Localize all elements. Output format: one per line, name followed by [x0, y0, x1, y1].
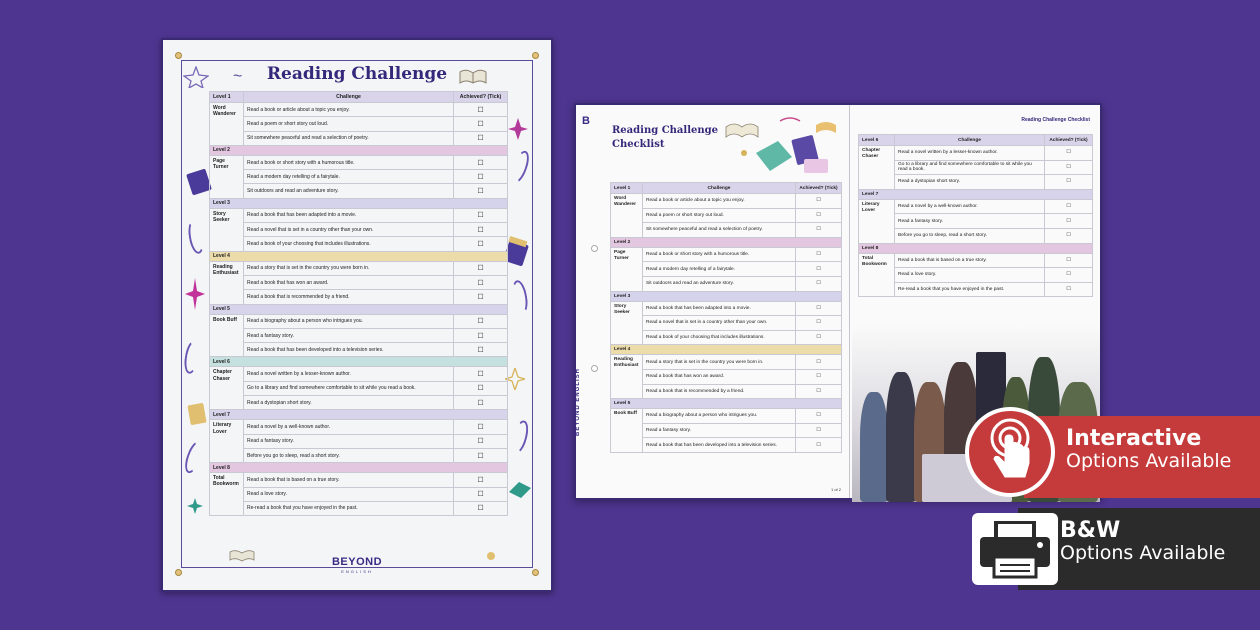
challenge-text: Read a book or short story with a humorous title.: [244, 155, 454, 169]
page-header: Reading Challenge Checklist: [1021, 117, 1090, 123]
level-name: Book Buff: [611, 409, 643, 453]
achieved-checkbox[interactable]: ☐: [454, 501, 508, 515]
achieved-checkbox[interactable]: ☐: [454, 237, 508, 251]
challenge-text: Read a book or short story with a humorous title.: [643, 247, 796, 262]
challenge-row: [210, 155, 508, 169]
vertical-brand: BEYOND ENGLISH: [575, 367, 581, 436]
page-number: 1 of 2: [830, 487, 841, 492]
achieved-checkbox[interactable]: ☐: [454, 275, 508, 289]
challenge-row: [611, 301, 842, 316]
challenge-row: [611, 438, 842, 453]
checklist-sheet-preview: [161, 38, 553, 592]
booklet-title-line1: Reading Challenge: [612, 125, 718, 136]
challenge-text: Read a novel that is set in a country other than your own.: [643, 316, 796, 331]
challenge-row: [859, 214, 1093, 229]
challenge-text: Read a book that has won an award.: [643, 369, 796, 384]
challenge-row: [210, 237, 508, 251]
challenge-text: Read a love story.: [244, 487, 454, 501]
challenge-row: [611, 194, 842, 209]
achieved-checkbox[interactable]: ☐: [796, 409, 842, 424]
achieved-checkbox[interactable]: ☐: [796, 208, 842, 223]
achieved-checkbox[interactable]: ☐: [1045, 214, 1093, 229]
level-band-row: [210, 198, 508, 208]
header-level: Level 6: [859, 135, 895, 146]
achieved-checkbox[interactable]: ☐: [796, 262, 842, 277]
achieved-checkbox[interactable]: ☐: [1045, 146, 1093, 161]
level-band-row: [210, 357, 508, 367]
challenge-row: [210, 170, 508, 184]
achieved-checkbox[interactable]: ☐: [796, 316, 842, 331]
challenge-row: [210, 103, 508, 117]
achieved-checkbox[interactable]: ☐: [454, 223, 508, 237]
challenge-row: [210, 501, 508, 515]
achieved-checkbox[interactable]: ☐: [796, 355, 842, 370]
level-name: Story Seeker: [210, 208, 244, 251]
challenge-row: [859, 268, 1093, 283]
achieved-checkbox[interactable]: ☐: [1045, 175, 1093, 190]
table-header-row: [210, 92, 508, 103]
challenge-row: [611, 247, 842, 262]
level-band-label: Level 2: [611, 237, 842, 247]
booklet-page-left: [576, 105, 850, 498]
challenge-row: [210, 131, 508, 145]
swirl-icon: ~: [233, 68, 243, 85]
level-band-row: [611, 237, 842, 247]
book-icon: [187, 400, 209, 428]
challenge-row: [210, 420, 508, 434]
level-band-label: Level 3: [210, 198, 508, 208]
brand-b-icon: B: [582, 115, 590, 127]
challenge-row: [611, 276, 842, 291]
achieved-checkbox[interactable]: ☐: [1045, 282, 1093, 297]
challenge-row: [210, 396, 508, 410]
challenge-row: [611, 330, 842, 345]
challenge-text: Read a novel written by a lesser-known author.: [244, 367, 454, 381]
challenge-text: Read a biography about a person who intrigues you.: [643, 409, 796, 424]
achieved-checkbox[interactable]: ☐: [1045, 268, 1093, 283]
printer-icon: [972, 513, 1058, 585]
sparkle-icon: [505, 368, 525, 390]
achieved-checkbox[interactable]: ☐: [454, 396, 508, 410]
level-band-label: Level 5: [210, 304, 508, 314]
challenge-row: [859, 175, 1093, 190]
challenge-row: [611, 409, 842, 424]
challenge-text: Re-read a book that you have enjoyed in the past.: [895, 282, 1045, 297]
badge-title: Interactive: [1066, 426, 1202, 451]
achieved-checkbox[interactable]: ☐: [796, 194, 842, 209]
challenge-row: [210, 487, 508, 501]
challenge-row: [210, 314, 508, 328]
challenge-text: Read a book that is recommended by a friend.: [643, 384, 796, 399]
challenge-row: [210, 367, 508, 381]
achieved-checkbox[interactable]: ☐: [796, 330, 842, 345]
achieved-checkbox[interactable]: ☐: [454, 170, 508, 184]
challenge-row: [210, 448, 508, 462]
level-name: Total Bookworm: [859, 253, 895, 297]
challenge-text: Read a book that has been developed into a television series.: [643, 438, 796, 453]
achieved-checkbox[interactable]: ☐: [454, 434, 508, 448]
level-name: Chapter Chaser: [210, 367, 244, 410]
achieved-checkbox[interactable]: ☐: [454, 343, 508, 357]
punch-hole: [591, 245, 598, 252]
level-band-label: Level 3: [611, 291, 842, 301]
header-achieved: Achieved? (Tick): [796, 183, 842, 194]
challenge-text: Read a dystopian short story.: [244, 396, 454, 410]
challenge-text: Re-read a book that you have enjoyed in the past.: [244, 501, 454, 515]
achieved-checkbox[interactable]: ☐: [454, 131, 508, 145]
challenge-text: Sit somewhere peaceful and read a selection of poetry.: [643, 223, 796, 238]
challenge-row: [611, 316, 842, 331]
challenge-row: [210, 343, 508, 357]
badge-subtitle: Options Available: [1066, 450, 1232, 473]
achieved-checkbox[interactable]: ☐: [454, 103, 508, 117]
challenge-text: Read a book that has been adapted into a movie.: [643, 301, 796, 316]
challenge-text: Read a modern day retelling of a fairytale.: [643, 262, 796, 277]
pin-icon: [532, 52, 539, 59]
booklet-title: [612, 124, 718, 151]
challenge-text: Before you go to sleep, read a short story.: [244, 448, 454, 462]
achieved-checkbox[interactable]: ☐: [796, 369, 842, 384]
achieved-checkbox[interactable]: ☐: [454, 314, 508, 328]
achieved-checkbox[interactable]: ☐: [454, 448, 508, 462]
book-icon: [507, 478, 533, 500]
challenge-row: [611, 262, 842, 277]
challenge-text: Sit outdoors and read an adventure story.: [244, 184, 454, 198]
challenge-text: Read a book that has won an award.: [244, 275, 454, 289]
sheet-title: Reading Challenge: [266, 64, 448, 84]
level-band-row: [611, 399, 842, 409]
challenge-row: [210, 275, 508, 289]
challenge-row: [210, 381, 508, 395]
challenge-text: Read a love story.: [895, 268, 1045, 283]
level-name: Story Seeker: [611, 301, 643, 345]
achieved-checkbox[interactable]: ☐: [454, 261, 508, 275]
booklet-title-line2: Checklist: [612, 138, 665, 150]
challenge-text: Read a novel by a well-known author.: [895, 199, 1045, 214]
challenge-row: [611, 369, 842, 384]
challenge-row: [210, 434, 508, 448]
level-band-row: [210, 463, 508, 473]
achieved-checkbox[interactable]: ☐: [454, 208, 508, 222]
level-band-row: [210, 410, 508, 420]
level-band-row: [859, 189, 1093, 199]
level-name: Page Turner: [210, 155, 244, 198]
brand-subtitle: ENGLISH: [341, 569, 373, 574]
challenge-text: Read a novel by a well-known author.: [244, 420, 454, 434]
level-name: Total Bookworm: [210, 473, 244, 516]
level-band-row: [611, 291, 842, 301]
challenge-text: Before you go to sleep, read a short story.: [895, 228, 1045, 243]
challenge-row: [210, 208, 508, 222]
challenge-text: Read a poem or short story out loud.: [643, 208, 796, 223]
achieved-checkbox[interactable]: ☐: [454, 117, 508, 131]
table-header-row: [859, 135, 1093, 146]
achieved-checkbox[interactable]: ☐: [454, 155, 508, 169]
achieved-checkbox[interactable]: ☐: [454, 328, 508, 342]
challenge-row: [859, 160, 1093, 175]
sparkle-icon: [185, 278, 205, 310]
challenge-row: [611, 223, 842, 238]
challenge-row: [859, 146, 1093, 161]
challenge-text: Read a book or article about a topic you enjoy.: [244, 103, 454, 117]
level-band-label: Level 7: [859, 189, 1093, 199]
brand-name: BEYOND: [331, 556, 383, 568]
level-band-label: Level 6: [210, 357, 508, 367]
challenge-row: [611, 423, 842, 438]
challenge-row: [611, 384, 842, 399]
character-figure: [886, 372, 916, 502]
header-challenge: Challenge: [244, 92, 454, 103]
challenge-text: Read a fantasy story.: [244, 434, 454, 448]
challenge-text: Go to a library and find somewhere comfortable to sit while you read a book.: [244, 381, 454, 395]
achieved-checkbox[interactable]: ☐: [796, 247, 842, 262]
level-name: Word Wanderer: [611, 194, 643, 238]
challenge-row: [210, 473, 508, 487]
level-name: Literary Lover: [859, 199, 895, 243]
brand-logo: [163, 556, 551, 574]
challenge-text: Read a poem or short story out loud.: [244, 117, 454, 131]
challenge-text: Read a book that is based on a true story.: [244, 473, 454, 487]
checklist-table: [610, 182, 841, 453]
level-band-label: Level 7: [210, 410, 508, 420]
achieved-checkbox[interactable]: ☐: [454, 367, 508, 381]
level-band-row: [210, 304, 508, 314]
level-name: Literary Lover: [210, 420, 244, 463]
open-book-icon: [458, 66, 488, 86]
challenge-row: [210, 117, 508, 131]
achieved-checkbox[interactable]: ☐: [454, 487, 508, 501]
challenge-text: Sit outdoors and read an adventure story.: [643, 276, 796, 291]
level-band-row: [210, 251, 508, 261]
checklist-table: [209, 91, 507, 516]
achieved-checkbox[interactable]: ☐: [454, 290, 508, 304]
challenge-row: [859, 228, 1093, 243]
achieved-checkbox[interactable]: ☐: [1045, 160, 1093, 175]
header-achieved: Achieved? (Tick): [1045, 135, 1093, 146]
challenge-text: Read a book or article about a topic you enjoy.: [643, 194, 796, 209]
challenge-row: [611, 208, 842, 223]
challenge-row: [210, 328, 508, 342]
challenge-row: [210, 184, 508, 198]
achieved-checkbox[interactable]: ☐: [796, 438, 842, 453]
challenge-text: Read a book of your choosing that includes illustrations.: [244, 237, 454, 251]
challenge-row: [210, 290, 508, 304]
level-name: Word Wanderer: [210, 103, 244, 146]
challenge-text: Read a fantasy story.: [643, 423, 796, 438]
header-challenge: Challenge: [643, 183, 796, 194]
achieved-checkbox[interactable]: ☐: [1045, 199, 1093, 214]
sparkle-icon: [508, 118, 528, 140]
punch-hole: [591, 365, 598, 372]
header-level: Level 1: [210, 92, 244, 103]
header-achieved: Achieved? (Tick): [454, 92, 508, 103]
challenge-text: Read a story that is set in the country you were born in.: [643, 355, 796, 370]
challenge-text: Read a fantasy story.: [244, 328, 454, 342]
challenge-text: Sit somewhere peaceful and read a selection of poetry.: [244, 131, 454, 145]
achieved-checkbox[interactable]: ☐: [1045, 228, 1093, 243]
checklist-table: [858, 134, 1092, 297]
challenge-text: Read a biography about a person who intrigues you.: [244, 314, 454, 328]
level-name: Reading Enthusiast: [210, 261, 244, 304]
challenge-row: [859, 282, 1093, 297]
sparkle-icon: [187, 498, 203, 514]
challenge-text: Read a book of your choosing that includes illustrations.: [643, 330, 796, 345]
header-level: Level 1: [611, 183, 643, 194]
level-band-label: Level 5: [611, 399, 842, 409]
challenge-row: [859, 199, 1093, 214]
level-band-label: Level 8: [859, 243, 1093, 253]
level-band-row: [611, 345, 842, 355]
challenge-text: Read a fantasy story.: [895, 214, 1045, 229]
level-band-label: Level 8: [210, 463, 508, 473]
badge-subtitle: Options Available: [1060, 542, 1226, 565]
level-band-row: [859, 243, 1093, 253]
badge-title: B&W: [1060, 518, 1121, 543]
challenge-text: Go to a library and find somewhere comfortable to sit while you read a book.: [895, 160, 1045, 175]
challenge-text: Read a dystopian short story.: [895, 175, 1045, 190]
achieved-checkbox[interactable]: ☐: [1045, 253, 1093, 268]
level-band-label: Level 2: [210, 145, 508, 155]
interactive-options-badge[interactable]: [1024, 416, 1260, 498]
achieved-checkbox[interactable]: ☐: [454, 473, 508, 487]
achieved-checkbox[interactable]: ☐: [454, 420, 508, 434]
challenge-row: [859, 253, 1093, 268]
challenge-row: [210, 223, 508, 237]
challenge-row: [611, 355, 842, 370]
character-figure: [860, 392, 888, 502]
challenge-text: Read a book that has been developed into a television series.: [244, 343, 454, 357]
challenge-text: Read a book that is recommended by a friend.: [244, 290, 454, 304]
level-name: Page Turner: [611, 247, 643, 291]
level-band-label: Level 4: [611, 345, 842, 355]
achieved-checkbox[interactable]: ☐: [796, 384, 842, 399]
challenge-text: Read a story that is set in the country you were born in.: [244, 261, 454, 275]
level-name: Reading Enthusiast: [611, 355, 643, 399]
header-challenge: Challenge: [895, 135, 1045, 146]
challenge-row: [210, 261, 508, 275]
achieved-checkbox[interactable]: ☐: [454, 184, 508, 198]
challenge-text: Read a book that has been adapted into a movie.: [244, 208, 454, 222]
challenge-text: Read a book that is based on a true story.: [895, 253, 1045, 268]
level-name: Book Buff: [210, 314, 244, 357]
challenge-text: Read a novel written by a lesser-known author.: [895, 146, 1045, 161]
achieved-checkbox[interactable]: ☐: [796, 223, 842, 238]
level-band-label: Level 4: [210, 251, 508, 261]
achieved-checkbox[interactable]: ☐: [796, 423, 842, 438]
pin-icon: [175, 52, 182, 59]
achieved-checkbox[interactable]: ☐: [796, 276, 842, 291]
level-band-row: [210, 145, 508, 155]
touch-hand-icon: [963, 405, 1057, 499]
table-header-row: [611, 183, 842, 194]
challenge-text: Read a modern day retelling of a fairytale.: [244, 170, 454, 184]
achieved-checkbox[interactable]: ☐: [454, 381, 508, 395]
achieved-checkbox[interactable]: ☐: [796, 301, 842, 316]
challenge-text: Read a novel that is set in a country other than your own.: [244, 223, 454, 237]
level-name: Chapter Chaser: [859, 146, 895, 190]
flying-books-illustration: [716, 113, 844, 179]
